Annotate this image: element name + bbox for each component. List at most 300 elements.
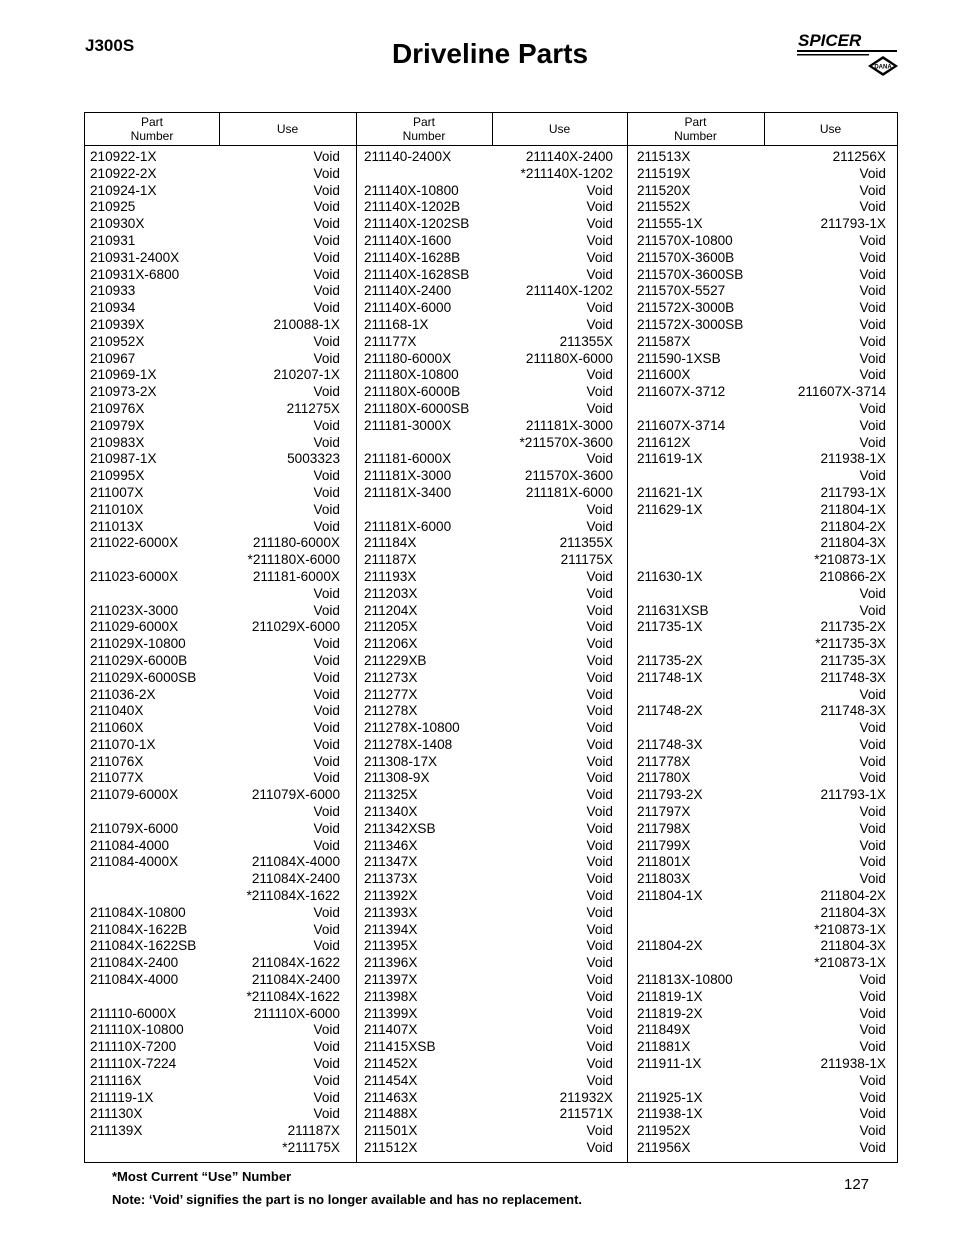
part-number-cell: 211342XSB xyxy=(364,820,436,836)
table-row xyxy=(637,687,886,704)
part-number-cell: 211140X-10800 xyxy=(364,182,459,198)
table-row xyxy=(90,199,340,216)
table-row xyxy=(637,485,886,502)
table-row xyxy=(364,770,613,787)
part-number-cell: 211748-2X xyxy=(637,703,703,719)
header-divider xyxy=(764,113,765,146)
table-row xyxy=(637,569,886,586)
part-number-cell: 211512X xyxy=(364,1140,418,1156)
part-number-cell: 211735-1X xyxy=(637,619,703,635)
part-number-cell: 210973-2X xyxy=(90,384,157,400)
table-row xyxy=(90,502,340,519)
part-number-cell: 211619-1X xyxy=(637,451,703,467)
table-row xyxy=(364,1106,613,1123)
part-number-cell: 210922-1X xyxy=(90,149,157,164)
use-cell: 211793-1X xyxy=(820,787,886,803)
use-cell: 211181X-6000 xyxy=(525,484,613,500)
use-cell: 211570X-3600 xyxy=(524,468,613,484)
table-row xyxy=(90,519,340,536)
part-number-cell: 211956X xyxy=(637,1140,691,1156)
use-cell: Void xyxy=(859,367,886,383)
part-number-cell: 210922-2X xyxy=(90,165,157,181)
table-row xyxy=(90,1056,340,1073)
use-cell: Void xyxy=(586,753,613,769)
table-row xyxy=(364,922,613,939)
use-cell: 211110X-6000 xyxy=(253,1005,340,1021)
table-row xyxy=(637,401,886,418)
part-number-cell: 211076X xyxy=(90,753,144,769)
table-row xyxy=(364,502,613,519)
part-number-cell: 211415XSB xyxy=(364,1039,436,1055)
table-row xyxy=(637,468,886,485)
table-row xyxy=(364,401,613,418)
part-number-cell: 211180-6000X xyxy=(364,350,452,366)
part-number-cell: 211813X-10800 xyxy=(637,972,733,988)
page-number: 127 xyxy=(844,1176,870,1193)
use-cell: *211180X-6000 xyxy=(247,552,340,568)
table-row xyxy=(637,435,886,452)
part-number-cell: 210939X xyxy=(90,316,145,332)
table-row xyxy=(90,1022,340,1039)
spicer-logo xyxy=(795,30,900,78)
table-row xyxy=(90,619,340,636)
table-row xyxy=(364,334,613,351)
table-row xyxy=(364,653,613,670)
use-cell: Void xyxy=(313,468,340,484)
part-number-cell: 211952X xyxy=(637,1123,691,1139)
part-number-cell: 211193X xyxy=(364,568,417,584)
use-cell: Void xyxy=(859,1072,886,1088)
use-cell: *210873-1X xyxy=(814,921,886,937)
use-cell: Void xyxy=(859,585,886,601)
part-number-cell: 211572X-3000SB xyxy=(637,316,744,332)
spicer-logo-icon xyxy=(795,30,900,78)
table-row xyxy=(364,787,613,804)
use-cell: Void xyxy=(313,837,340,853)
use-cell: Void xyxy=(586,736,613,752)
table-row xyxy=(364,1056,613,1073)
use-cell: 211793-1X xyxy=(820,484,886,500)
part-number-cell: 211520X xyxy=(637,182,691,198)
table-row xyxy=(90,636,340,653)
use-cell: 211181-6000X xyxy=(252,568,340,584)
part-number-cell: 211778X xyxy=(637,753,691,769)
table-row xyxy=(364,1090,613,1107)
part-number-cell: 211010X xyxy=(90,501,144,517)
use-cell: Void xyxy=(586,451,613,467)
use-cell: 211180-6000X xyxy=(252,535,340,551)
part-number-cell: 211029X-10800 xyxy=(90,636,186,652)
use-cell: Void xyxy=(586,988,613,1004)
use-cell: Void xyxy=(586,1056,613,1072)
part-number-cell: 211181X-6000 xyxy=(364,518,452,534)
table-row xyxy=(637,199,886,216)
use-cell: 211029X-6000 xyxy=(251,619,340,635)
table-row xyxy=(90,1006,340,1023)
table-row xyxy=(364,250,613,267)
use-cell: 210088-1X xyxy=(273,316,340,332)
part-number-cell: 211397X xyxy=(364,972,418,988)
table-row xyxy=(637,384,886,401)
use-cell: Void xyxy=(586,787,613,803)
table-row xyxy=(364,519,613,536)
use-cell: Void xyxy=(859,350,886,366)
part-number-cell: 210976X xyxy=(90,400,145,416)
use-cell: 211355X xyxy=(559,535,613,551)
use-cell: *210873-1X xyxy=(814,955,886,971)
use-cell: Void xyxy=(313,720,340,736)
table-row xyxy=(90,485,340,502)
part-number-cell: 211801X xyxy=(637,854,691,870)
table-row xyxy=(90,972,340,989)
table-row xyxy=(637,1006,886,1023)
part-number-cell: 211023-6000X xyxy=(90,568,179,584)
use-cell: 211180X-6000 xyxy=(525,350,613,366)
table-row xyxy=(364,451,613,468)
part-number-cell: 211607X-3712 xyxy=(637,384,726,400)
use-cell: 211084X-2400 xyxy=(251,871,340,887)
table-row xyxy=(90,888,340,905)
table-row xyxy=(637,972,886,989)
part-number-cell: 211629-1X xyxy=(637,501,703,517)
use-cell: 211735-2X xyxy=(820,619,886,635)
part-number-cell: 211168-1X xyxy=(364,316,429,332)
table-row xyxy=(90,216,340,233)
table-row xyxy=(90,283,340,300)
part-number-cell: 211819-1X xyxy=(637,988,703,1004)
table-row xyxy=(637,603,886,620)
part-number-cell: 211570X-3600B xyxy=(637,249,735,265)
use-cell: 211938-1X xyxy=(820,451,886,467)
use-cell: *211084X-1622 xyxy=(246,988,340,1004)
part-number-cell: 211116X xyxy=(90,1072,142,1088)
use-cell: Void xyxy=(586,871,613,887)
table-row xyxy=(90,737,340,754)
use-cell: Void xyxy=(859,300,886,316)
use-cell: Void xyxy=(586,199,613,215)
part-number-cell: 210931X-6800 xyxy=(90,266,180,282)
use-cell: 211735-3X xyxy=(820,652,886,668)
table-row xyxy=(90,183,340,200)
table-row xyxy=(637,653,886,670)
part-number-cell: 211181-3000X xyxy=(364,417,452,433)
use-cell: Void xyxy=(859,468,886,484)
use-cell: Void xyxy=(586,266,613,282)
part-number-cell: 211572X-3000B xyxy=(637,300,735,316)
part-number-cell: 211110X-7224 xyxy=(90,1056,177,1072)
part-number-cell: 211570X-5527 xyxy=(637,283,726,299)
use-cell: Void xyxy=(859,249,886,265)
table-row xyxy=(364,720,613,737)
table-row xyxy=(637,888,886,905)
table-row xyxy=(90,687,340,704)
use-cell: Void xyxy=(313,216,340,232)
part-number-cell: 211110X-7200 xyxy=(90,1039,177,1055)
part-number-cell: 211184X xyxy=(364,535,417,551)
part-number-cell: 211513X xyxy=(637,149,691,164)
use-cell: Void xyxy=(586,518,613,534)
part-number-cell: 211793-2X xyxy=(637,787,703,803)
use-cell: Void xyxy=(586,216,613,232)
table-row xyxy=(90,149,340,166)
use-cell: Void xyxy=(859,283,886,299)
part-number-cell: 210930X xyxy=(90,216,145,232)
use-cell: Void xyxy=(859,854,886,870)
part-number-cell: 210952X xyxy=(90,333,145,349)
use-cell: Void xyxy=(313,283,340,299)
table-row xyxy=(637,300,886,317)
table-row xyxy=(90,787,340,804)
table-row xyxy=(90,267,340,284)
part-number-cell: 211084-4000 xyxy=(90,837,170,853)
part-number-cell: 211013X xyxy=(90,518,144,534)
table-row xyxy=(364,199,613,216)
table-row xyxy=(637,670,886,687)
header-part-number-3: Part Number xyxy=(674,115,717,143)
table-row xyxy=(364,1073,613,1090)
use-cell: Void xyxy=(586,367,613,383)
table-row xyxy=(364,317,613,334)
use-cell: Void xyxy=(859,1005,886,1021)
use-cell: Void xyxy=(313,602,340,618)
use-cell: 211084X-1622 xyxy=(251,955,340,971)
table-row xyxy=(637,636,886,653)
part-number-cell: 211029X-6000SB xyxy=(90,669,197,685)
use-cell: Void xyxy=(313,149,340,164)
table-row xyxy=(90,603,340,620)
use-cell: 211275X xyxy=(286,400,340,416)
table-row xyxy=(90,435,340,452)
table-row xyxy=(637,149,886,166)
table-row xyxy=(637,535,886,552)
table-row xyxy=(637,854,886,871)
table-row xyxy=(364,603,613,620)
use-cell: Void xyxy=(586,232,613,248)
part-number-cell: 210924-1X xyxy=(90,182,157,198)
part-number-cell: 211555-1X xyxy=(637,216,703,232)
table-row xyxy=(364,435,613,452)
part-number-cell: 211308-9X xyxy=(364,770,430,786)
parts-column-2 xyxy=(364,149,613,1157)
use-cell: Void xyxy=(586,182,613,198)
part-number-cell: 211819-2X xyxy=(637,1005,703,1021)
part-number-cell: 211206X xyxy=(364,636,418,652)
part-number-cell: 211803X xyxy=(637,871,691,887)
use-cell: Void xyxy=(313,1056,340,1072)
part-number-cell: 211881X xyxy=(637,1039,691,1055)
part-number-cell: 211849X xyxy=(637,1022,691,1038)
use-cell: 211256X xyxy=(832,149,886,164)
table-row xyxy=(90,1123,340,1140)
column-divider xyxy=(627,113,628,1162)
use-cell: Void xyxy=(586,921,613,937)
table-row xyxy=(90,166,340,183)
table-row xyxy=(364,216,613,233)
table-row xyxy=(90,586,340,603)
use-cell: Void xyxy=(859,988,886,1004)
table-row xyxy=(364,468,613,485)
part-number-cell: 210995X xyxy=(90,468,145,484)
table-row xyxy=(364,687,613,704)
part-number-cell: 211140X-6000 xyxy=(364,300,452,316)
table-row xyxy=(90,300,340,317)
header-part-number-2: Part Number xyxy=(402,115,446,143)
use-cell: Void xyxy=(859,1022,886,1038)
table-row xyxy=(364,300,613,317)
table-row xyxy=(364,754,613,771)
table-row xyxy=(637,183,886,200)
table-row xyxy=(364,938,613,955)
use-cell: Void xyxy=(313,652,340,668)
table-row xyxy=(637,418,886,435)
table-row xyxy=(637,737,886,754)
use-cell: 211804-2X xyxy=(820,888,886,904)
table-row xyxy=(637,351,886,368)
header-divider xyxy=(492,113,493,146)
part-number-cell: 211036-2X xyxy=(90,686,156,702)
table-row xyxy=(90,401,340,418)
table-row xyxy=(637,586,886,603)
use-cell: 211804-3X xyxy=(820,938,886,954)
part-number-cell: 211203X xyxy=(364,585,418,601)
use-cell: Void xyxy=(586,888,613,904)
part-number-cell: 211798X xyxy=(637,820,691,836)
table-row xyxy=(90,1106,340,1123)
part-number-cell: 211488X xyxy=(364,1106,418,1122)
part-number-cell: 211029-6000X xyxy=(90,619,179,635)
use-cell: Void xyxy=(586,602,613,618)
table-row xyxy=(637,367,886,384)
use-cell: Void xyxy=(859,1039,886,1055)
table-row xyxy=(364,989,613,1006)
use-cell: Void xyxy=(313,484,340,500)
use-cell: *211735-3X xyxy=(815,636,886,652)
table-row xyxy=(364,1039,613,1056)
use-cell: 211607X-3714 xyxy=(797,384,886,400)
use-cell: Void xyxy=(859,400,886,416)
table-row xyxy=(364,485,613,502)
use-cell: Void xyxy=(859,266,886,282)
use-cell: Void xyxy=(859,720,886,736)
part-number-cell: 211084-4000X xyxy=(90,854,179,870)
use-cell: 211804-3X xyxy=(820,535,886,551)
part-number-cell: 211140X-1202SB xyxy=(364,216,470,232)
table-row xyxy=(90,1073,340,1090)
part-number-cell: 211278X-10800 xyxy=(364,720,460,736)
use-cell: Void xyxy=(586,1039,613,1055)
use-cell: 211187X xyxy=(287,1123,340,1139)
use-cell: 210207-1X xyxy=(273,367,340,383)
header-divider xyxy=(219,113,220,146)
use-cell: Void xyxy=(586,400,613,416)
table-row xyxy=(90,922,340,939)
use-cell: Void xyxy=(586,619,613,635)
use-cell: 210866-2X xyxy=(819,568,886,584)
table-row xyxy=(90,384,340,401)
part-number-cell: 210987-1X xyxy=(90,451,157,467)
part-number-cell: 211060X xyxy=(90,720,144,736)
part-number-cell: 210934 xyxy=(90,300,136,316)
table-row xyxy=(364,838,613,855)
table-row xyxy=(90,367,340,384)
table-row xyxy=(364,703,613,720)
part-number-cell: 211346X xyxy=(364,837,418,853)
table-row xyxy=(90,854,340,871)
use-cell: Void xyxy=(586,300,613,316)
part-number-cell: 211631XSB xyxy=(637,602,709,618)
part-number-cell: 211140X-1600 xyxy=(364,232,452,248)
table-row xyxy=(90,653,340,670)
use-cell: 211175X xyxy=(560,552,613,568)
table-row xyxy=(637,283,886,300)
use-cell: Void xyxy=(859,820,886,836)
table-row xyxy=(90,670,340,687)
use-cell: *211570X-3600 xyxy=(519,434,613,450)
table-row xyxy=(90,838,340,855)
table-row xyxy=(364,821,613,838)
table-row xyxy=(90,804,340,821)
part-number-cell: 211373X xyxy=(364,871,418,887)
use-cell: Void xyxy=(313,636,340,652)
note-current-use: *Most Current “Use” Number xyxy=(112,1169,292,1184)
use-cell: 211932X xyxy=(559,1089,613,1105)
table-row xyxy=(364,233,613,250)
table-row xyxy=(90,418,340,435)
table-row xyxy=(637,166,886,183)
table-row xyxy=(364,384,613,401)
use-cell: Void xyxy=(859,1089,886,1105)
use-cell: 211140X-1202 xyxy=(525,283,613,299)
part-number-cell: 211748-1X xyxy=(637,669,703,685)
part-number-cell: 210933 xyxy=(90,283,136,299)
part-number-cell: 211607X-3714 xyxy=(637,417,726,433)
use-cell: Void xyxy=(313,904,340,920)
use-cell: 211938-1X xyxy=(820,1056,886,1072)
table-row xyxy=(90,334,340,351)
use-cell: Void xyxy=(313,1106,340,1122)
use-cell: Void xyxy=(313,266,340,282)
part-number-cell: 211070-1X xyxy=(90,736,156,752)
table-row xyxy=(637,804,886,821)
part-number-cell: 211587X xyxy=(637,333,691,349)
part-number-cell: 211570X-3600SB xyxy=(637,266,744,282)
table-row xyxy=(364,351,613,368)
table-row xyxy=(637,552,886,569)
use-cell: Void xyxy=(313,518,340,534)
use-cell: Void xyxy=(313,585,340,601)
use-cell: 211181X-3000 xyxy=(525,417,613,433)
part-number-cell: 211570X-10800 xyxy=(637,232,733,248)
table-row xyxy=(90,569,340,586)
part-number-cell: 211396X xyxy=(364,955,418,971)
part-number-cell: 211181X-3000 xyxy=(364,468,452,484)
part-number-cell: 211630-1X xyxy=(637,568,703,584)
part-number-cell: 211110X-10800 xyxy=(90,1022,184,1038)
header-part-number-1: Part Number xyxy=(130,115,174,143)
use-cell: Void xyxy=(313,165,340,181)
part-number-cell: 211140X-2400 xyxy=(364,283,452,299)
use-cell: 211355X xyxy=(559,333,613,349)
table-row xyxy=(637,1039,886,1056)
use-cell: Void xyxy=(313,417,340,433)
use-cell: Void xyxy=(586,1022,613,1038)
use-cell: 211804-1X xyxy=(820,501,886,517)
use-cell: Void xyxy=(586,955,613,971)
logo-sub: DANA xyxy=(874,64,892,71)
table-row xyxy=(364,619,613,636)
use-cell: Void xyxy=(859,837,886,853)
use-cell: Void xyxy=(859,804,886,820)
